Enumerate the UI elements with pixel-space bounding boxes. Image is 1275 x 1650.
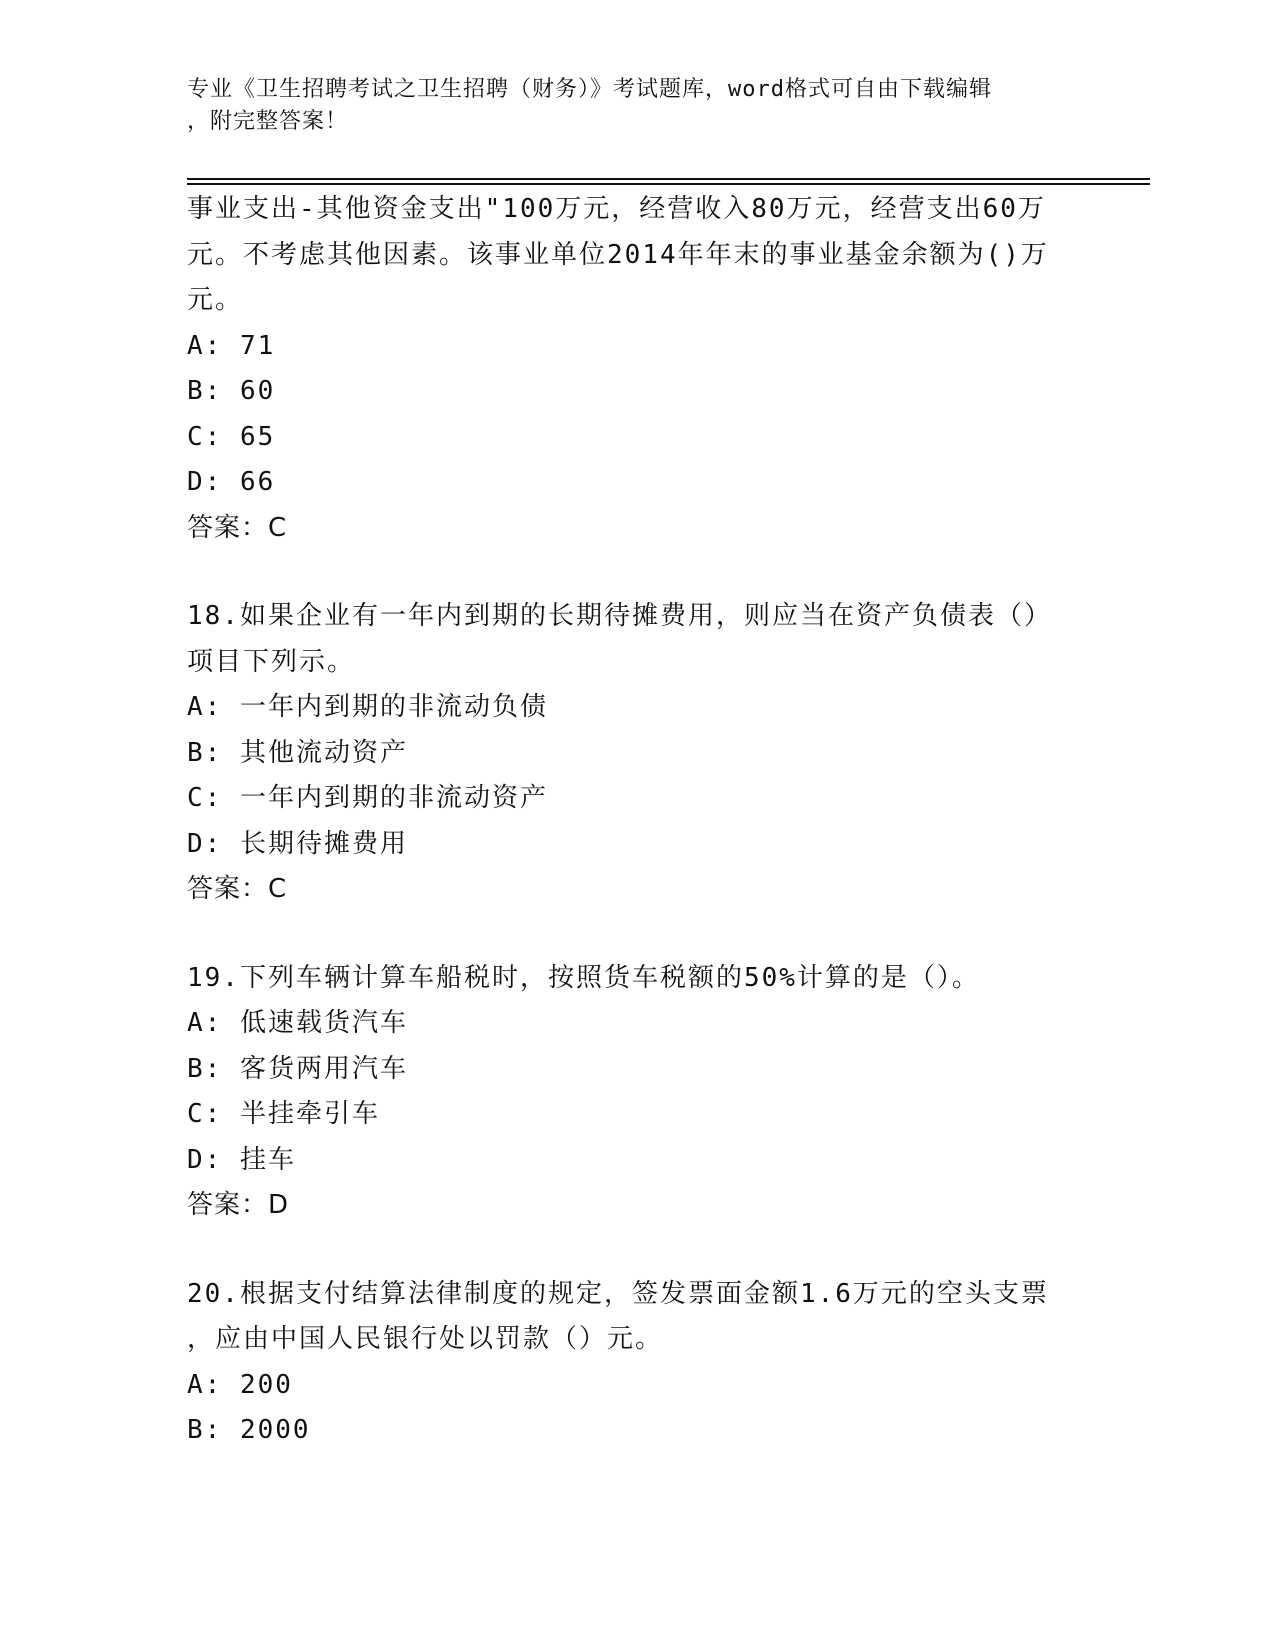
header-rule-bottom xyxy=(187,183,1150,185)
header-line-1: 专业《卫生招聘考试之卫生招聘（财务）》考试题库，word格式可自由下载编辑 xyxy=(187,77,992,102)
option-a: A: 71 xyxy=(187,330,276,361)
option-d: D: 挂车 xyxy=(187,1144,296,1175)
option-d: D: 长期待摊费用 xyxy=(187,828,408,859)
answer-line: 答案：C xyxy=(187,874,288,904)
answer-line: 答案：C xyxy=(187,512,288,543)
document-header xyxy=(187,74,1067,138)
question-stem-line: 项目下列示。 xyxy=(187,646,356,677)
question-stem-line: 元。 xyxy=(187,285,244,315)
option-c: C: 65 xyxy=(187,421,276,452)
option-b: B: 2000 xyxy=(187,1415,311,1445)
option-a: A: 一年内到期的非流动负债 xyxy=(187,692,548,722)
option-b: B: 客货两用汽车 xyxy=(187,1053,408,1084)
question-stem-line: 元。不考虑其他因素。该事业单位2014年年末的事业基金余额为()万 xyxy=(187,239,1049,270)
question-20 xyxy=(187,1272,1087,1454)
question-17 xyxy=(187,187,1087,551)
question-stem-line: 18.如果企业有一年内到期的长期待摊费用，则应当在资产负债表（） xyxy=(187,601,1052,631)
option-b: B: 60 xyxy=(187,376,276,406)
question-stem-line: 19.下列车辆计算车船税时，按照货车税额的50%计算的是（）。 xyxy=(187,962,980,993)
header-rule-top xyxy=(187,178,1150,180)
header-line-2: ，附完整答案！ xyxy=(187,109,349,134)
option-b: B: 其他流动资产 xyxy=(187,737,408,768)
question-stem-line: ，应由中国人民银行处以罚款（）元。 xyxy=(187,1324,664,1354)
question-18 xyxy=(187,594,1087,913)
document-body xyxy=(187,187,1087,1454)
option-c: C: 一年内到期的非流动资产 xyxy=(187,783,548,813)
option-a: A: 200 xyxy=(187,1369,293,1400)
answer-line: 答案：D xyxy=(187,1190,290,1220)
option-c: C: 半挂牵引车 xyxy=(187,1099,380,1129)
option-a: A: 低速载货汽车 xyxy=(187,1008,408,1038)
question-19 xyxy=(187,956,1087,1229)
option-d: D: 66 xyxy=(187,467,276,497)
question-stem-line: 20.根据支付结算法律制度的规定，签发票面金额1.6万元的空头支票 xyxy=(187,1278,1049,1309)
question-stem-line: 事业支出-其他资金支出"100万元，经营收入80万元，经营支出60万 xyxy=(187,194,1046,224)
